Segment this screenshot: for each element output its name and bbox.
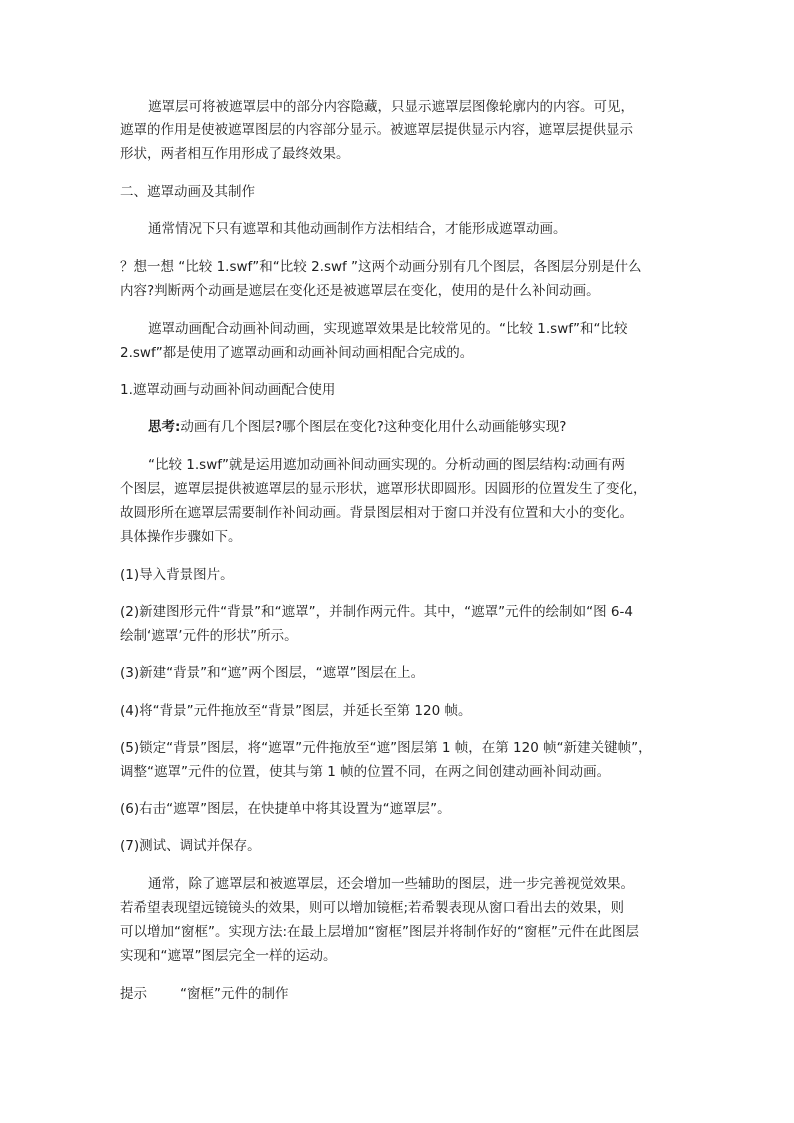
paragraph-line: 遮罩的作用是使被遮罩图层的内容部分显示。被遮罩层提供显示内容，遮罩层提供显示 <box>120 122 633 138</box>
paragraph-line: 遮罩层可将被遮罩层中的部分内容隐藏，只显示遮罩层图像轮廓内的内容。可见， <box>148 99 634 115</box>
think-label: 思考: <box>148 419 181 435</box>
paragraph-line: 2.swf”都是使用了遮罩动画和动画补间动画相配合完成的。 <box>120 345 474 361</box>
tip-label: 提示 <box>120 986 147 1002</box>
step-item: (4)将“背景”元件拖放至“背景”图层，并延长至第 120 帧。 <box>120 703 472 719</box>
paragraph-line: ？想一想 “比较 1.swf”和“比较 2.swf ”这两个动画分别有几个图层，各图层分别是什么 <box>120 259 642 275</box>
step-item-continued: 绘制‘遮罩’元件的形状”所示。 <box>120 628 298 644</box>
paragraph-line: 实现和“遮罩”图层完全一样的运动。 <box>120 948 337 964</box>
step-item: (7)测试、调试并保存。 <box>120 838 261 854</box>
think-paragraph <box>148 416 566 438</box>
paragraph-line: 若希望表现望远镜镜头的效果，则可以增加镜框;若希製表现从窗口看出去的效果，则 <box>120 900 625 916</box>
paragraph-line: 形状，两者相互作用形成了最终效果。 <box>120 146 350 162</box>
paragraph-line: 可以增加“窗框”。实现方法:在最上层增加“窗框”图层并将制作好的“窗框”元件在此图层 <box>120 924 640 940</box>
step-item: (3)新建“背景”和“遮”两个图层，“遮罩”图层在上。 <box>120 665 425 681</box>
paragraph-line: 通常，除了遮罩层和被遮罩层，还会增加一些辅助的图层，进一步完善视觉效果。 <box>148 876 634 892</box>
paragraph-line: 遮罩动画配合动画补间动画，实现遮罩效果是比较常见的。“比较 1.swf”和“比较 <box>148 321 628 337</box>
paragraph-line: 故圆形所在遮罩层需要制作补间动画。背景图层相对于窗口并没有位置和大小的变化。 <box>120 505 633 521</box>
step-item: (6)右击“遮罩”图层，在快捷单中将其设置为“遮罩层”。 <box>120 801 451 817</box>
paragraph-line: 个图层，遮罩层提供被遮罩层的显示形状，遮罩形状即圆形。因圆形的位置发生了变化， <box>120 481 647 497</box>
paragraph-line: 内容?判断两个动画是遮层在变化还是被遮罩层在变化，使用的是什么补间动画。 <box>120 283 600 299</box>
think-text: 动画有几个图层?哪个图层在变化?这种变化用什么动画能够实现? <box>180 419 567 435</box>
step-item: (5)锁定“背景”图层，将“遮罩”元件拖放至“遮”图层第 1 帧，在第 120 帧“新建关键帧”， <box>120 740 652 756</box>
step-item: (1)导入背景图片。 <box>120 567 234 583</box>
paragraph-line: “比较 1.swf”就是运用遮加动画补间动画实现的。分析动画的图层结构:动画有两 <box>148 457 626 473</box>
paragraph-line: 具体操作步骤如下。 <box>120 529 242 545</box>
tip-text: “窗框”元件的制作 <box>180 986 289 1002</box>
section-heading: 二、遮罩动画及其制作 <box>120 184 255 200</box>
step-item-continued: 调整“遮罩”元件的位置，使其与第 1 帧的位置不同，在两之间创建动画补间动画。 <box>120 764 611 780</box>
step-item: (2)新建图形元件“背景”和“遮罩”，并制作两元件。其中，“遮罩”元件的绘制如“图 6-4 <box>120 604 633 620</box>
paragraph-line: 通常情况下只有遮罩和其他动画制作方法相结合，才能形成遮罩动画。 <box>148 221 567 237</box>
tip-line <box>120 983 289 1005</box>
subsection-heading: 1.遮罩动画与动画补间动画配合使用 <box>120 382 336 398</box>
